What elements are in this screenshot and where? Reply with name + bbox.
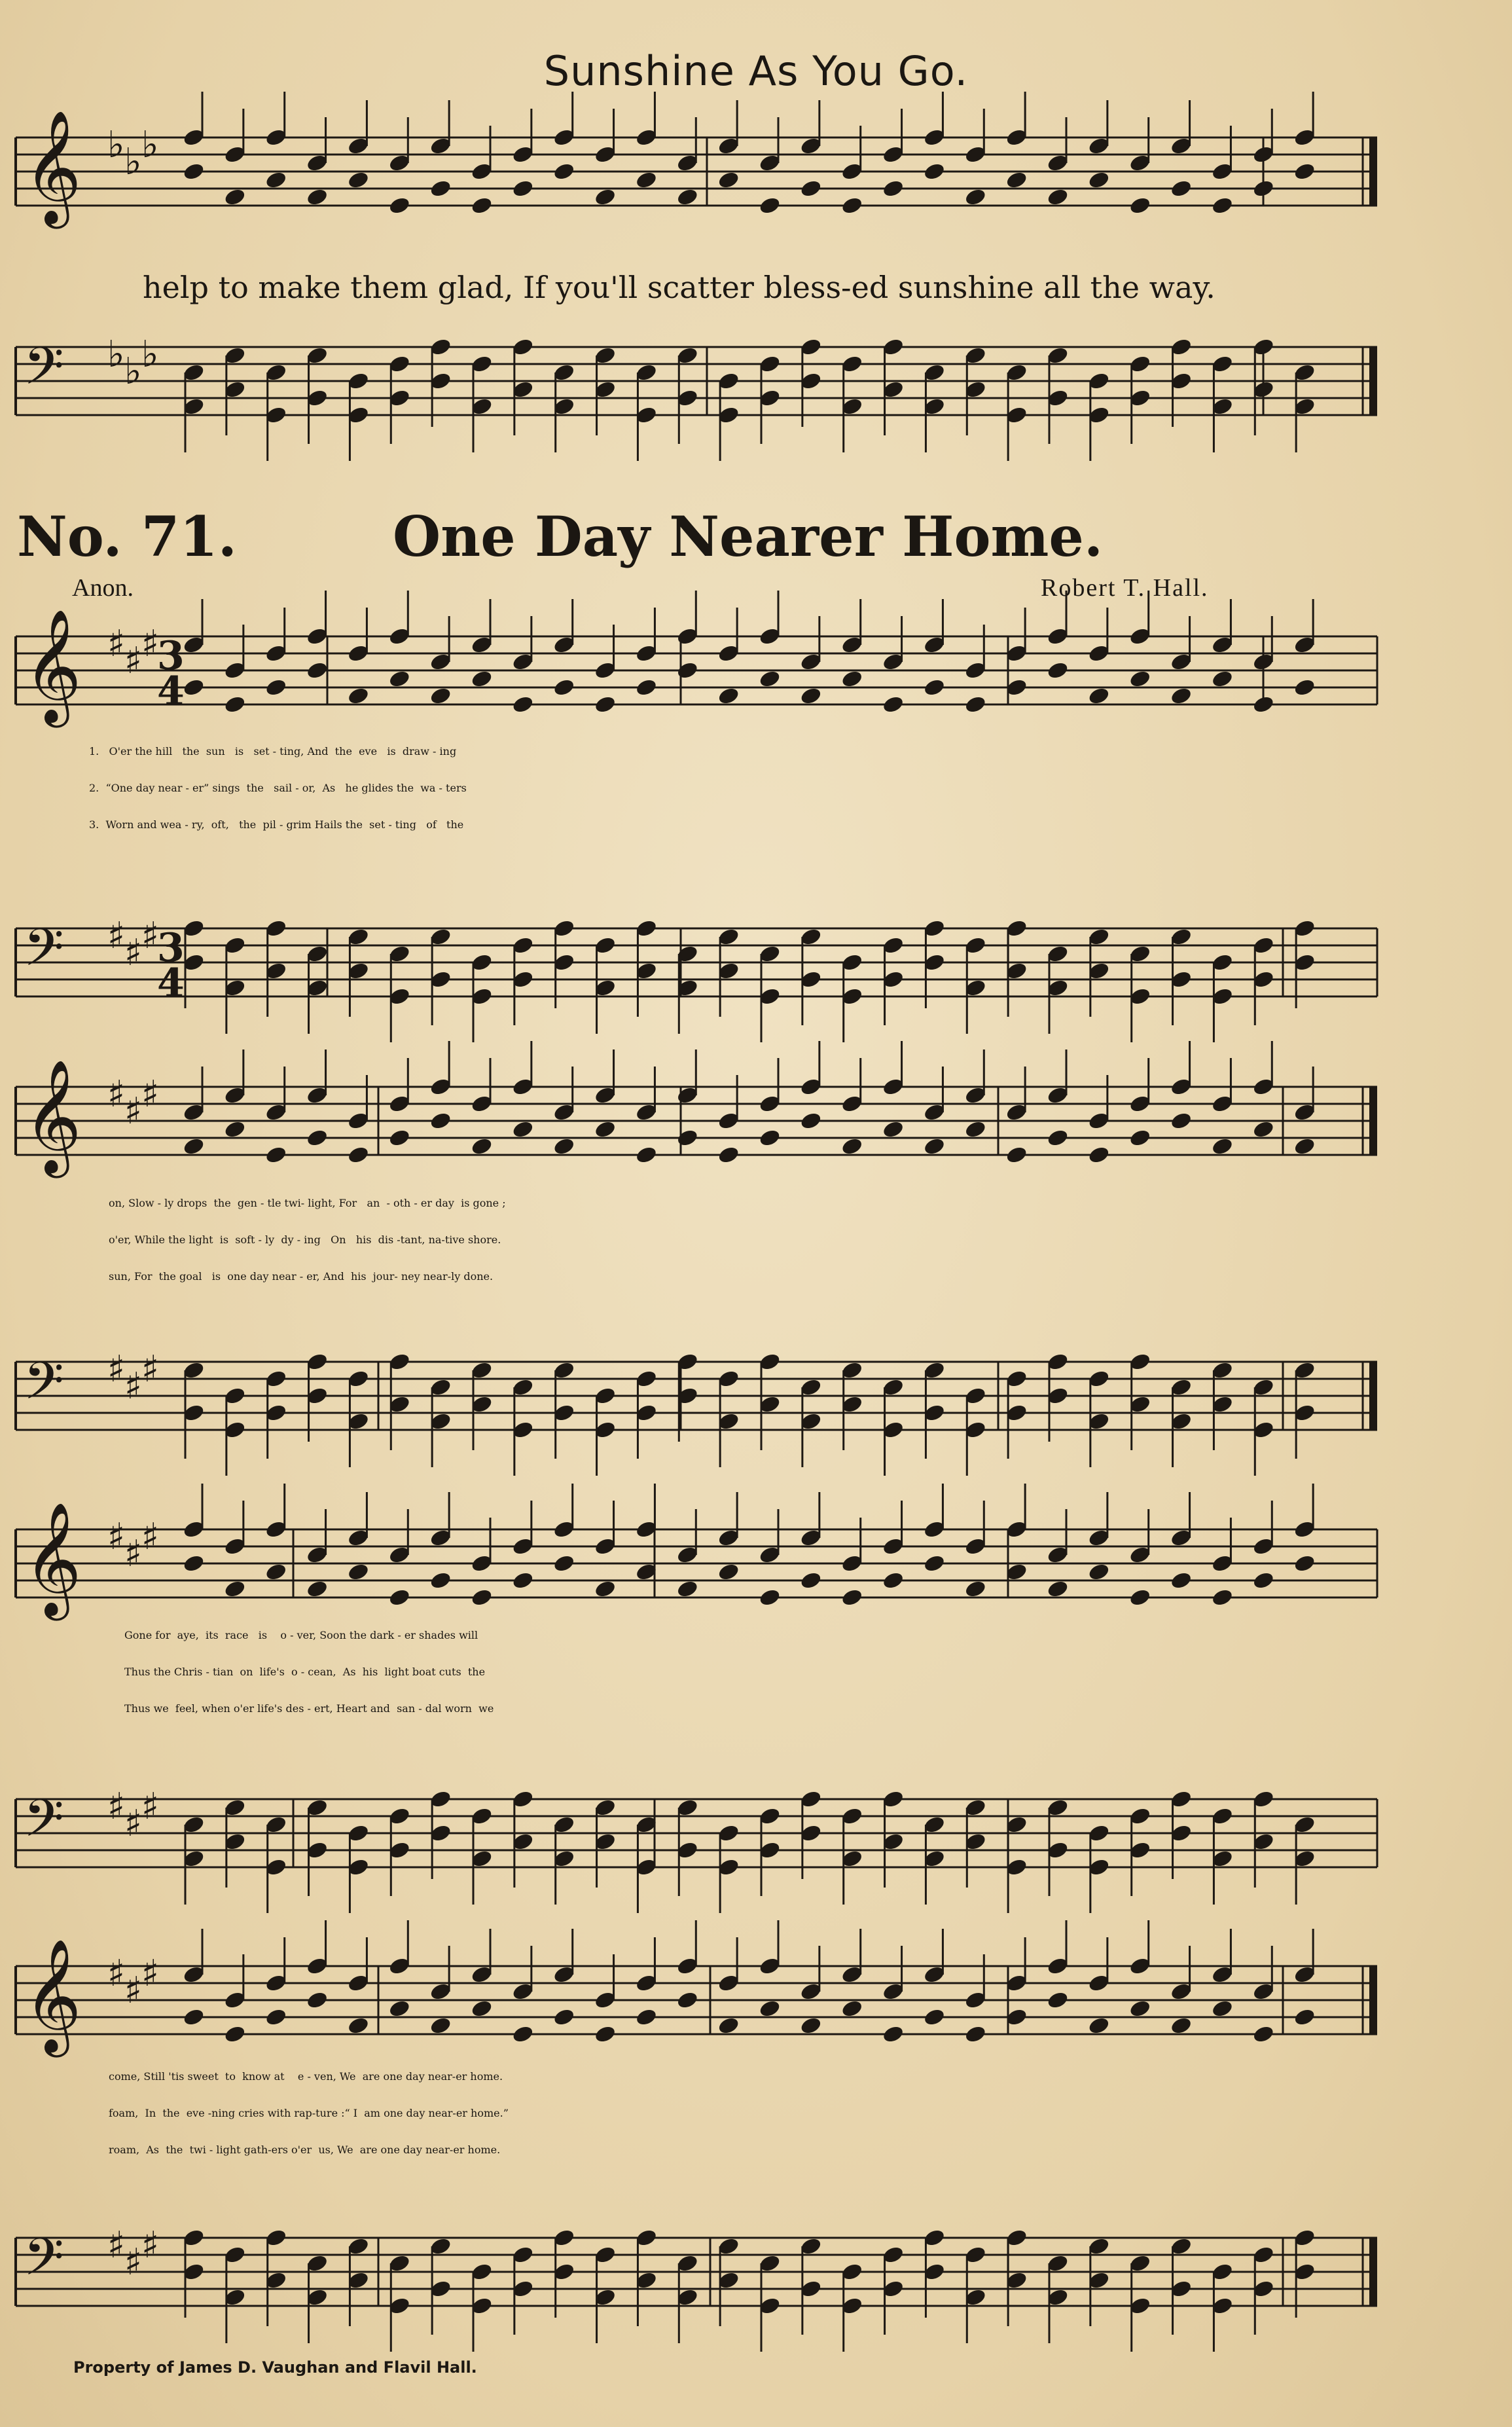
- note-head: [758, 196, 782, 216]
- final-barline-thick: [1369, 347, 1377, 415]
- note-head: [552, 678, 576, 698]
- note-head: [963, 1579, 987, 1599]
- key-signature-icon: ♯: [124, 1090, 143, 1133]
- note-head: [387, 196, 411, 216]
- key-signature-icon: ♯: [141, 915, 160, 957]
- lyric-s4-v1: come, Still 'tis sweet to know at e - ven, We are one day near-er home.: [109, 2070, 503, 2083]
- note-head: [635, 1145, 658, 1165]
- note-head: [1087, 686, 1111, 706]
- previous-song-title: Sunshine As You Go.: [543, 47, 969, 95]
- note-head: [1046, 1579, 1070, 1599]
- key-signature-icon: ♯: [107, 1348, 126, 1391]
- note-head: [840, 669, 864, 689]
- lyric-s2-v2: o'er, While the light is soft - ly dy - ing On his dis -tant, na-tive shore.: [109, 1233, 501, 1246]
- key-signature-icon: ♯: [141, 1348, 160, 1391]
- note-head: [470, 669, 494, 689]
- note-head: [429, 2016, 452, 2036]
- note-head: [387, 669, 411, 689]
- final-barline-thick: [1369, 2238, 1377, 2306]
- note-head: [675, 661, 699, 681]
- key-signature-icon: ♯: [124, 1533, 143, 1575]
- time-signature-bottom: 4: [157, 960, 185, 1006]
- note-head: [799, 686, 823, 706]
- key-signature-icon: ♯: [124, 932, 143, 974]
- note-head: [387, 1128, 411, 1148]
- note-head: [182, 2007, 206, 2028]
- lyric-s2-v3: sun, For the goal is one day near - er, And his jour- ney near-ly done.: [109, 1270, 494, 1283]
- note-head: [1128, 1588, 1152, 1608]
- note-head: [1251, 2024, 1275, 2045]
- note-head: [306, 1579, 329, 1599]
- note-head: [552, 1554, 576, 1574]
- note-head: [511, 179, 535, 199]
- note-head: [511, 695, 535, 715]
- note-head: [717, 686, 740, 706]
- note-head: [758, 1588, 782, 1608]
- note-head: [1005, 1145, 1028, 1165]
- lyric-s1-v1: 1. O'er the hill the sun is set - ting, And the eve is draw - ing: [89, 745, 457, 757]
- note-head: [1087, 170, 1111, 191]
- note-head: [758, 1999, 782, 2019]
- note-head: [594, 187, 617, 208]
- note-head: [511, 2024, 535, 2045]
- note-head: [1087, 2016, 1111, 2036]
- note-head: [264, 678, 288, 698]
- key-signature-icon: ♯: [107, 1516, 126, 1558]
- lyric-s3-v1: Gone for aye, its race is o - ver, Soon the dark - er shades will: [124, 1629, 478, 1641]
- note-head: [1170, 179, 1193, 199]
- note-head: [963, 187, 987, 208]
- note-head: [470, 1588, 494, 1608]
- note-head: [223, 1579, 247, 1599]
- treble-clef-icon: 𝄞: [24, 1059, 82, 1173]
- note-head: [1005, 170, 1028, 191]
- note-head: [1170, 2016, 1193, 2036]
- time-signature-top: 3: [157, 925, 185, 971]
- note-head: [1170, 686, 1193, 706]
- key-signature-icon: ♭: [107, 124, 125, 166]
- note-head: [717, 2016, 740, 2036]
- note-head: [1087, 1562, 1111, 1582]
- lyric-s4-v3: roam, As the twi - light gath-ers o'er us, We are one day near-er home.: [109, 2144, 501, 2156]
- note-head: [1211, 1137, 1234, 1157]
- bass-clef-icon: 𝄢: [24, 2227, 64, 2300]
- note-head: [552, 1137, 576, 1157]
- note-head: [264, 1562, 288, 1582]
- key-signature-icon: ♯: [141, 1073, 160, 1116]
- note-head: [882, 179, 905, 199]
- lyric-s1-v3: 3. Worn and wea - ry, oft, the pil - grim Hails the set - ting of the: [89, 818, 464, 831]
- note-head: [347, 2016, 370, 2036]
- hymn-title: One Day Nearer Home.: [393, 504, 1104, 569]
- note-head: [1211, 1999, 1234, 2019]
- note-head: [799, 1571, 823, 1591]
- note-head: [840, 1999, 864, 2019]
- bass-clef-icon: 𝄢: [24, 1351, 64, 1424]
- words-credit: Anon.: [72, 574, 134, 602]
- note-head: [429, 1111, 452, 1131]
- key-signature-icon: ♭: [124, 141, 142, 183]
- note-head: [840, 196, 864, 216]
- note-head: [963, 2024, 987, 2045]
- note-head: [799, 1111, 823, 1131]
- note-head: [675, 1990, 699, 2011]
- key-signature-icon: ♯: [107, 1785, 126, 1828]
- note-head: [635, 2007, 658, 2028]
- treble-clef-icon: 𝄞: [24, 1939, 82, 2053]
- key-signature-icon: ♯: [107, 623, 126, 665]
- music-credit: Robert T. Hall.: [1041, 574, 1209, 602]
- note-head: [182, 678, 206, 698]
- note-head: [963, 1120, 987, 1140]
- note-head: [1170, 1571, 1193, 1591]
- copyright-footer: Property of James D. Vaughan and Flavil Hall.: [73, 2358, 477, 2377]
- treble-clef-icon: 𝄞: [24, 609, 82, 723]
- note-head: [306, 1128, 329, 1148]
- note-head: [1293, 1554, 1316, 1574]
- bass-clef-icon: 𝄢: [24, 917, 64, 991]
- key-signature-icon: ♯: [124, 640, 143, 682]
- lyric-s3-v2: Thus the Chris - tian on life's o - cean, As his light boat cuts the: [124, 1666, 486, 1678]
- note-head: [511, 1571, 535, 1591]
- final-barline-thick: [1369, 1362, 1377, 1430]
- note-head: [1046, 1990, 1070, 2011]
- note-head: [594, 695, 617, 715]
- note-head: [594, 1120, 617, 1140]
- note-head: [182, 162, 206, 182]
- lyric-s3-v3: Thus we feel, when o'er life's des - ert, Heart and san - dal worn we: [124, 1702, 494, 1715]
- note-head: [717, 170, 740, 191]
- key-signature-icon: ♯: [124, 1365, 143, 1408]
- key-signature-icon: ♭: [107, 333, 125, 376]
- note-head: [182, 1554, 206, 1574]
- key-signature-icon: ♯: [107, 2224, 126, 2267]
- key-signature-icon: ♯: [141, 1516, 160, 1558]
- note-head: [799, 2016, 823, 2036]
- note-head: [1293, 162, 1316, 182]
- note-head: [594, 2024, 617, 2045]
- key-signature-icon: ♯: [141, 1952, 160, 1995]
- note-head: [347, 1145, 370, 1165]
- bass-clef-icon: 𝄢: [24, 1788, 64, 1861]
- note-head: [840, 1588, 864, 1608]
- note-head: [1128, 1128, 1152, 1148]
- key-signature-icon: ♯: [107, 915, 126, 957]
- note-head: [264, 2007, 288, 2028]
- note-head: [799, 179, 823, 199]
- note-head: [594, 1579, 617, 1599]
- note-head: [1293, 678, 1316, 698]
- note-head: [758, 669, 782, 689]
- note-head: [552, 162, 576, 182]
- note-head: [347, 686, 370, 706]
- note-head: [1211, 196, 1234, 216]
- key-signature-icon: ♯: [141, 1785, 160, 1828]
- note-head: [882, 695, 905, 715]
- note-head: [923, 2007, 946, 2028]
- note-head: [223, 1120, 247, 1140]
- lyric-s1-v2: 2. “One day near - er” sings the sail - or, As he glides the wa - ters: [89, 782, 467, 794]
- note-head: [923, 678, 946, 698]
- note-head: [347, 1562, 370, 1582]
- note-head: [264, 170, 288, 191]
- note-head: [223, 2024, 247, 2045]
- note-head: [1046, 187, 1070, 208]
- final-barline-thick: [1369, 137, 1377, 206]
- note-head: [923, 162, 946, 182]
- key-signature-icon: ♯: [107, 1952, 126, 1995]
- note-head: [1046, 1128, 1070, 1148]
- key-signature-icon: ♭: [124, 350, 142, 393]
- time-signature-top: 3: [157, 633, 185, 679]
- note-head: [1128, 196, 1152, 216]
- note-head: [429, 179, 452, 199]
- note-head: [1211, 669, 1234, 689]
- note-head: [1293, 2007, 1316, 2028]
- note-head: [963, 695, 987, 715]
- note-head: [923, 1137, 946, 1157]
- key-signature-icon: ♭: [141, 124, 159, 166]
- note-head: [882, 1571, 905, 1591]
- note-head: [717, 1145, 740, 1165]
- note-head: [923, 1554, 946, 1574]
- lyric-s4-v2: foam, In the eve -ning cries with rap-ture :“ I am one day near-er home.”: [109, 2107, 509, 2119]
- key-signature-icon: ♯: [124, 1969, 143, 2012]
- note-head: [840, 1137, 864, 1157]
- note-head: [1128, 1999, 1152, 2019]
- note-head: [635, 170, 658, 191]
- key-signature-icon: ♭: [141, 333, 159, 376]
- note-head: [1128, 669, 1152, 689]
- note-head: [264, 1145, 288, 1165]
- note-head: [717, 1562, 740, 1582]
- note-head: [635, 678, 658, 698]
- note-head: [675, 1128, 699, 1148]
- final-barline-thick: [1369, 1966, 1377, 2034]
- note-head: [1251, 1120, 1275, 1140]
- note-head: [1046, 661, 1070, 681]
- note-head: [306, 661, 329, 681]
- key-signature-icon: ♯: [141, 623, 160, 665]
- note-head: [306, 187, 329, 208]
- note-head: [1251, 1571, 1275, 1591]
- note-head: [470, 1999, 494, 2019]
- note-head: [429, 686, 452, 706]
- note-head: [882, 1120, 905, 1140]
- note-head: [675, 187, 699, 208]
- key-signature-icon: ♯: [124, 1802, 143, 1845]
- note-head: [1170, 1111, 1193, 1131]
- time-signature-bottom: 4: [157, 668, 185, 714]
- note-head: [387, 1588, 411, 1608]
- note-head: [470, 196, 494, 216]
- note-head: [223, 695, 247, 715]
- note-head: [470, 1137, 494, 1157]
- treble-clef-icon: 𝄞: [24, 110, 82, 224]
- note-head: [511, 1120, 535, 1140]
- previous-song-lyric: help to make them glad, If you'll scatter bless-ed sunshine all the way.: [143, 270, 1215, 305]
- key-signature-icon: ♯: [141, 2224, 160, 2267]
- note-head: [306, 1990, 329, 2011]
- note-head: [182, 1137, 206, 1157]
- key-signature-icon: ♯: [107, 1073, 126, 1116]
- treble-clef-icon: 𝄞: [24, 1502, 82, 1616]
- note-head: [552, 2007, 576, 2028]
- note-head: [1293, 1137, 1316, 1157]
- note-head: [387, 1999, 411, 2019]
- note-head: [223, 187, 247, 208]
- final-barline-thick: [1369, 1087, 1377, 1155]
- key-signature-icon: ♯: [124, 2241, 143, 2284]
- note-head: [758, 1128, 782, 1148]
- note-head: [1087, 1145, 1111, 1165]
- hymn-number: No. 71.: [17, 504, 237, 569]
- note-head: [429, 1571, 452, 1591]
- lyric-s2-v1: on, Slow - ly drops the gen - tle twi- light, For an - oth - er day is gone ;: [109, 1197, 506, 1209]
- note-head: [882, 2024, 905, 2045]
- bass-clef-icon: 𝄢: [24, 336, 64, 409]
- note-head: [1211, 1588, 1234, 1608]
- note-head: [347, 170, 370, 191]
- note-head: [675, 1579, 699, 1599]
